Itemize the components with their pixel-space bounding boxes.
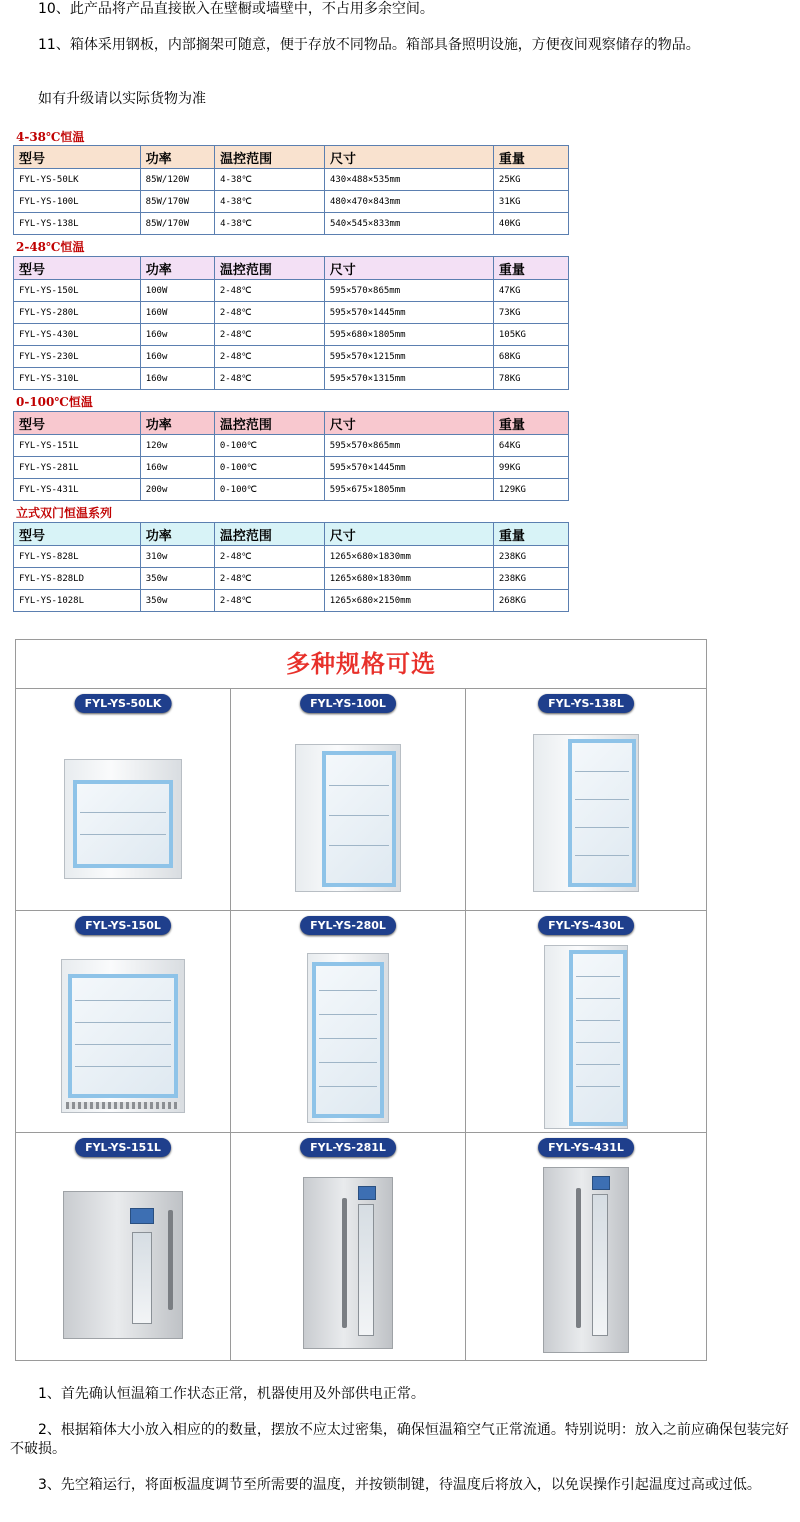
cell-size: 595×675×1805mm: [324, 479, 493, 501]
header-size: 尺寸: [324, 146, 493, 169]
product-card-280l: [231, 911, 466, 1133]
cabinet-door: [312, 962, 384, 1118]
vent-grille: [66, 1102, 180, 1109]
control-panel: [592, 1176, 610, 1190]
cell-weight: 73KG: [493, 302, 568, 324]
product-card-150l: [16, 911, 231, 1133]
section-title-0-100: 0-100℃恒温: [16, 395, 93, 409]
product-card-50lk: [16, 689, 231, 911]
cell-size: 595×570×1215mm: [324, 346, 493, 368]
cell-model: FYL-YS-230L: [14, 346, 141, 368]
cabinet-door: [73, 780, 173, 868]
cell-model: FYL-YS-281L: [14, 457, 141, 479]
section-title-4-38: 4-38℃恒温: [16, 130, 85, 144]
instruction-1: 1、首先确认恒温箱工作状态正常，机器使用及外部供电正常。: [38, 1386, 425, 1402]
spec-table-4-38: [13, 145, 569, 235]
cell-temp: 2-48℃: [214, 568, 324, 590]
cell-size: 430×488×535mm: [324, 169, 493, 191]
header-weight: 重量: [493, 523, 568, 546]
cell-model: FYL-YS-310L: [14, 368, 141, 390]
table-row: [14, 169, 569, 191]
cabinet-image: [303, 1177, 393, 1349]
cell-weight: 238KG: [493, 546, 568, 568]
table-header-row: [14, 523, 569, 546]
cell-weight: 268KG: [493, 590, 568, 612]
header-power: 功率: [140, 412, 214, 435]
control-panel: [358, 1186, 376, 1200]
header-model: 型号: [14, 146, 141, 169]
cell-temp: 0-100℃: [214, 479, 324, 501]
cell-weight: 31KG: [493, 191, 568, 213]
cell-size: 595×680×1805mm: [324, 324, 493, 346]
cell-temp: 4-38℃: [215, 213, 325, 235]
cell-power: 310w: [140, 546, 214, 568]
header-power: 功率: [140, 523, 214, 546]
catalog-banner: 多种规格可选: [16, 640, 706, 689]
cell-power: 160W: [140, 302, 214, 324]
header-model: 型号: [14, 412, 141, 435]
intro-paragraph-11: 11、箱体采用钢板，内部搁架可随意，便于存放不同物品。箱部具备照明设施，方便夜间观察储存的物品。: [38, 37, 700, 53]
cell-power: 350w: [140, 568, 214, 590]
header-size: 尺寸: [324, 523, 493, 546]
cabinet-image: [63, 1191, 183, 1339]
cabinet-image: [64, 759, 182, 879]
table-row: [14, 435, 569, 457]
cell-power: 85W/170W: [140, 191, 214, 213]
table-row: [14, 213, 569, 235]
cell-weight: 47KG: [493, 280, 568, 302]
cell-weight: 40KG: [493, 213, 568, 235]
cell-power: 160w: [140, 457, 214, 479]
cell-model: FYL-YS-50LK: [14, 169, 141, 191]
product-card-151l: [16, 1133, 231, 1360]
model-label: FYL-YS-151L: [75, 1138, 171, 1157]
cell-weight: 64KG: [493, 435, 568, 457]
cell-weight: 68KG: [493, 346, 568, 368]
cell-temp: 0-100℃: [214, 457, 324, 479]
cell-weight: 105KG: [493, 324, 568, 346]
cell-model: FYL-YS-150L: [14, 280, 141, 302]
cell-temp: 2-48℃: [214, 302, 324, 324]
header-temp-range: 温控范围: [215, 146, 325, 169]
product-card-138l: [466, 689, 706, 911]
header-size: 尺寸: [324, 257, 493, 280]
table-row: [14, 346, 569, 368]
cell-power: 160w: [140, 368, 214, 390]
cabinet-image: [543, 1167, 629, 1353]
cell-weight: 78KG: [493, 368, 568, 390]
cell-temp: 2-48℃: [214, 368, 324, 390]
model-label: FYL-YS-281L: [300, 1138, 396, 1157]
cell-power: 160w: [140, 346, 214, 368]
header-size: 尺寸: [324, 412, 493, 435]
cell-temp: 2-48℃: [214, 546, 324, 568]
cell-model: FYL-YS-100L: [14, 191, 141, 213]
header-weight: 重量: [493, 146, 568, 169]
model-label: FYL-YS-50LK: [75, 694, 172, 713]
header-weight: 重量: [493, 257, 568, 280]
model-label: FYL-YS-150L: [75, 916, 171, 935]
model-label: FYL-YS-100L: [300, 694, 396, 713]
spec-table-double-door: [13, 522, 569, 612]
control-panel: [130, 1208, 154, 1224]
header-temp-range: 温控范围: [214, 523, 324, 546]
cell-model: FYL-YS-828L: [14, 546, 141, 568]
cell-size: 595×570×1445mm: [324, 302, 493, 324]
intro-paragraph-10: 10、此产品将产品直接嵌入在壁橱或墙壁中，不占用多余空间。: [38, 1, 434, 17]
cabinet-image: [295, 744, 401, 892]
cell-power: 85W/120W: [140, 169, 214, 191]
table-row: [14, 457, 569, 479]
table-header-row: [14, 257, 569, 280]
product-catalog: [15, 639, 707, 1361]
instruction-2: 2、根据箱体大小放入相应的的数量，摆放不应太过密集，确保恒温箱空气正常流通。特别说明：放入之前应确保包装完好不破损。: [10, 1422, 789, 1457]
cell-model: FYL-YS-1028L: [14, 590, 141, 612]
cell-temp: 2-48℃: [214, 590, 324, 612]
product-card-431l: [466, 1133, 706, 1360]
product-card-430l: [466, 911, 706, 1133]
instruction-3: 3、先空箱运行，将面板温度调节至所需要的温度，并按锁制键，待温度后将放入，以免误操作引起温度过高或过低。: [38, 1477, 761, 1493]
cell-temp: 0-100℃: [214, 435, 324, 457]
cabinet-door: [569, 950, 627, 1126]
header-power: 功率: [140, 146, 214, 169]
cell-power: 160w: [140, 324, 214, 346]
cell-temp: 2-48℃: [214, 280, 324, 302]
table-row: [14, 590, 569, 612]
cell-temp: 2-48℃: [214, 346, 324, 368]
cabinet-image: [307, 953, 389, 1123]
cell-size: 1265×680×1830mm: [324, 546, 493, 568]
viewing-window: [358, 1204, 374, 1336]
table-row: [14, 546, 569, 568]
table-row: [14, 368, 569, 390]
cell-size: 595×570×1445mm: [324, 457, 493, 479]
spec-table-2-48: [13, 256, 569, 390]
cabinet-image: [61, 959, 185, 1113]
viewing-window: [592, 1194, 608, 1336]
cell-size: 540×545×833mm: [324, 213, 493, 235]
cell-model: FYL-YS-280L: [14, 302, 141, 324]
cell-weight: 25KG: [493, 169, 568, 191]
cell-size: 595×570×865mm: [324, 280, 493, 302]
model-label: FYL-YS-431L: [538, 1138, 634, 1157]
door-handle: [342, 1198, 347, 1328]
table-header-row: [14, 146, 569, 169]
header-temp-range: 温控范围: [214, 257, 324, 280]
cabinet-image: [544, 945, 628, 1129]
section-title-double-door: 立式双门恒温系列: [16, 506, 113, 520]
cell-power: 200w: [140, 479, 214, 501]
cell-power: 120w: [140, 435, 214, 457]
cell-temp: 2-48℃: [214, 324, 324, 346]
cell-weight: 238KG: [493, 568, 568, 590]
cell-model: FYL-YS-151L: [14, 435, 141, 457]
spec-table-0-100: [13, 411, 569, 501]
header-power: 功率: [140, 257, 214, 280]
header-temp-range: 温控范围: [214, 412, 324, 435]
upgrade-note: 如有升级请以实际货物为准: [38, 91, 206, 107]
cabinet-door: [68, 974, 178, 1098]
cell-temp: 4-38℃: [215, 191, 325, 213]
cell-power: 100W: [140, 280, 214, 302]
cell-size: 1265×680×2150mm: [324, 590, 493, 612]
cabinet-image: [533, 734, 639, 892]
cabinet-door: [568, 739, 636, 887]
cell-temp: 4-38℃: [215, 169, 325, 191]
model-label: FYL-YS-280L: [300, 916, 396, 935]
product-card-100l: [231, 689, 466, 911]
table-row: [14, 324, 569, 346]
cell-weight: 129KG: [493, 479, 568, 501]
table-row: [14, 191, 569, 213]
door-handle: [168, 1210, 173, 1310]
table-row: [14, 302, 569, 324]
model-label: FYL-YS-138L: [538, 694, 634, 713]
section-title-2-48: 2-48℃恒温: [16, 240, 85, 254]
cell-model: FYL-YS-828LD: [14, 568, 141, 590]
table-header-row: [14, 412, 569, 435]
cell-size: 480×470×843mm: [324, 191, 493, 213]
table-row: [14, 479, 569, 501]
table-row: [14, 568, 569, 590]
product-card-281l: [231, 1133, 466, 1360]
model-label: FYL-YS-430L: [538, 916, 634, 935]
cell-power: 350w: [140, 590, 214, 612]
cell-model: FYL-YS-430L: [14, 324, 141, 346]
cell-size: 1265×680×1830mm: [324, 568, 493, 590]
header-weight: 重量: [493, 412, 568, 435]
cell-power: 85W/170W: [140, 213, 214, 235]
header-model: 型号: [14, 523, 141, 546]
cell-size: 595×570×865mm: [324, 435, 493, 457]
header-model: 型号: [14, 257, 141, 280]
cell-model: FYL-YS-138L: [14, 213, 141, 235]
door-handle: [576, 1188, 581, 1328]
table-row: [14, 280, 569, 302]
cell-weight: 99KG: [493, 457, 568, 479]
cell-model: FYL-YS-431L: [14, 479, 141, 501]
cabinet-door: [322, 751, 396, 887]
viewing-window: [132, 1232, 152, 1324]
cell-size: 595×570×1315mm: [324, 368, 493, 390]
